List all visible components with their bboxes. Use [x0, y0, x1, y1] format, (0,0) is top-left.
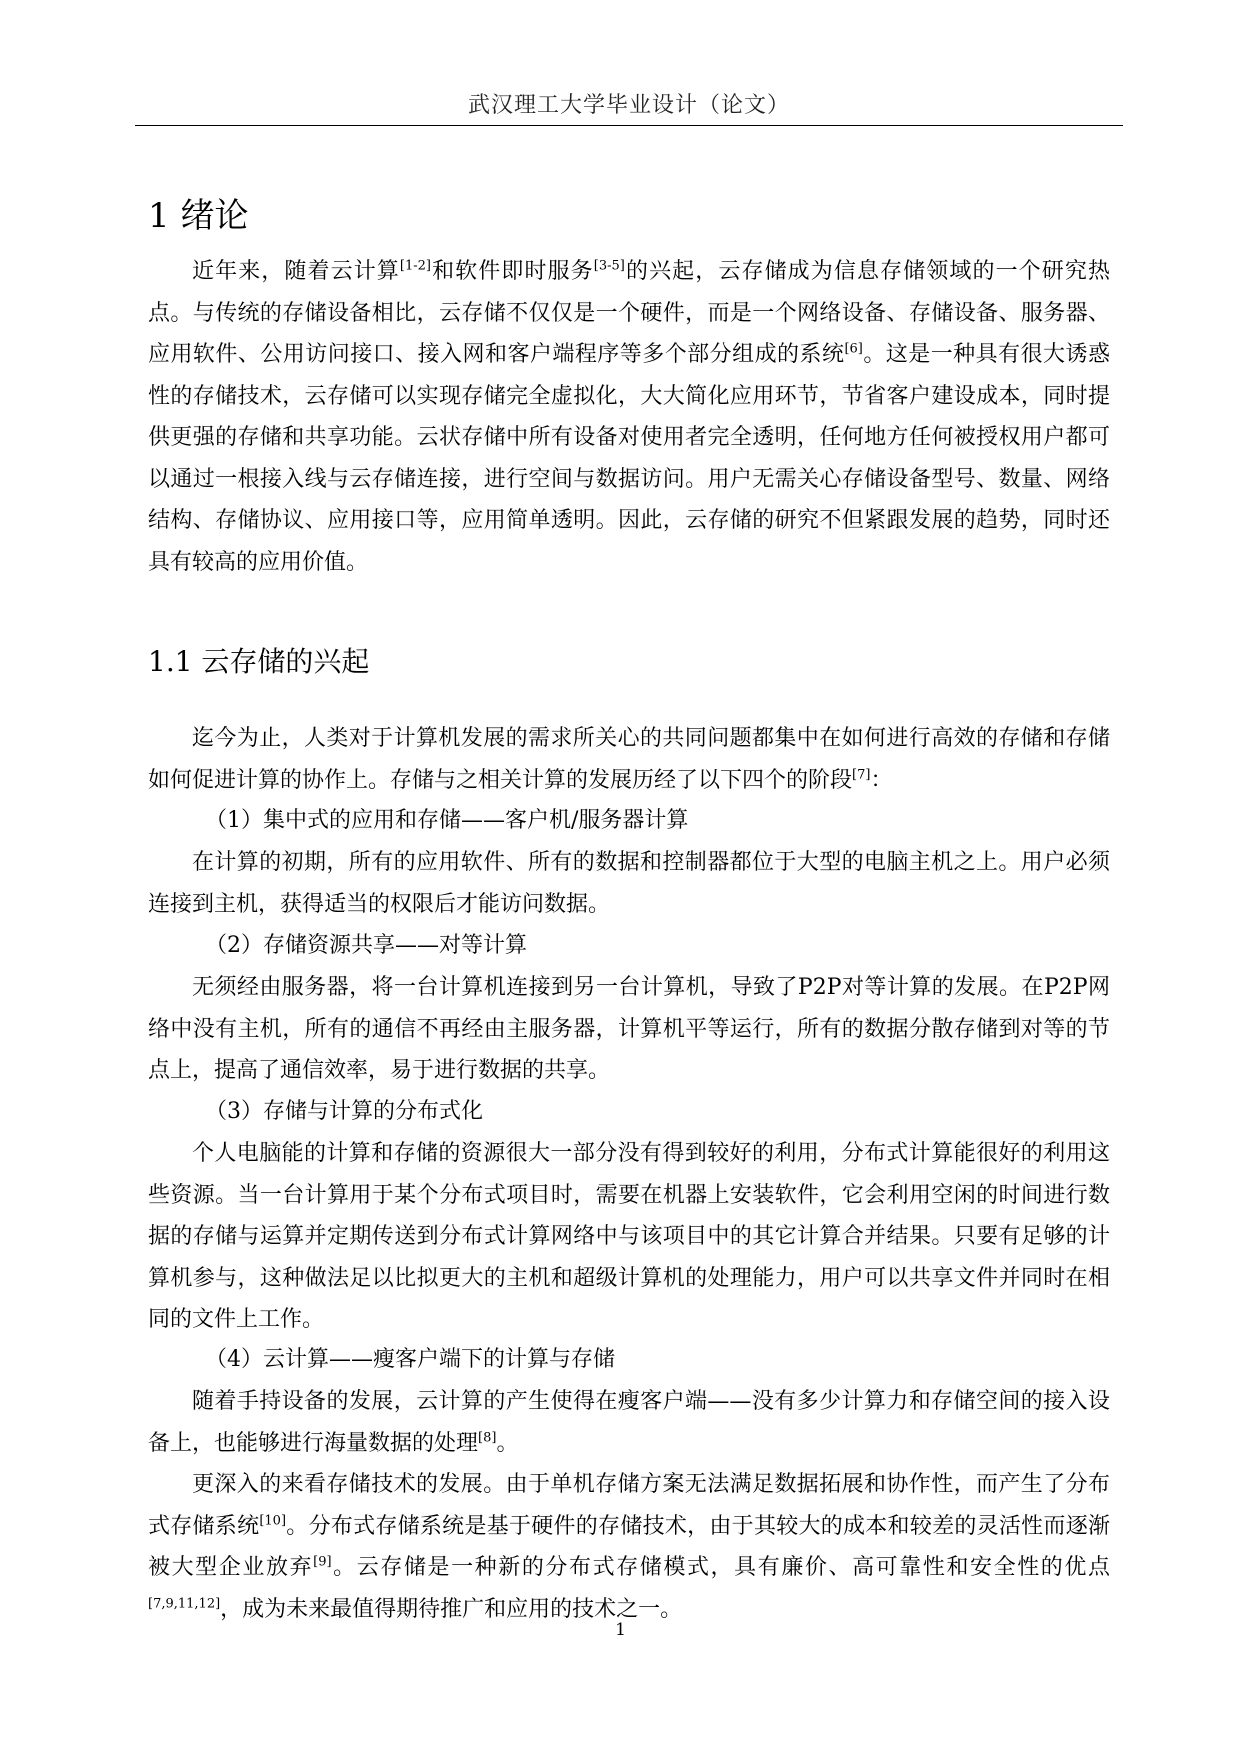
citation-7-9-11-12: [7,9,11,12] — [148, 1596, 221, 1612]
citation-10: [10] — [259, 1513, 287, 1529]
header-rule — [135, 125, 1123, 126]
intro-text-3: 的兴起，云存储成为信息存储领域的一个研究热点。与传统的存储设备相比，云存储不仅仅是一个硬件，而是一个网络设备、存储设备、服务器、应用软件、公用访问接口、接入网和客户端程序等多个部分组成的系统 — [148, 259, 1110, 367]
citation-8: [8] — [478, 1430, 497, 1446]
item-2-heading: （2）存储资源共享——对等计算 — [205, 933, 527, 958]
intro-paragraph — [148, 251, 1110, 583]
closing-paragraph — [148, 1464, 1110, 1630]
item-4-text-2: 。 — [496, 1430, 519, 1456]
section-title: 1.1 云存储的兴起 — [148, 645, 370, 678]
intro-text-2: 和软件即时服务 — [430, 259, 594, 284]
chapter-title: 1 绪论 — [148, 196, 249, 236]
item-2-paragraph: 无须经由服务器，将一台计算机连接到另一台计算机，导致了P2P对等计算的发展。在P2P网络中没有主机，所有的通信不再经由主服务器，计算机平等运行，所有的数据分散存储到对等的节点上，提高了通信效率，易于进行数据的共享。 — [148, 975, 1110, 1083]
item-3-paragraph: 个人电脑能的计算和存储的资源很大一部分没有得到较好的利用，分布式计算能很好的利用这些资源。当一台计算用于某个分布式项目时，需要在机器上安装软件，它会利用空闲的时间进行数据的存储与运算并定期传送到分布式计算网络中与该项目中的其它计算合并结果。只要有足够的计算机参与，这种做法足以比拟更大的主机和超级计算机的处理能力，用户可以共享文件并同时在相同的文件上工作。 — [148, 1141, 1110, 1332]
item-1-heading: （1）集中式的应用和存储——客户机/服务器计算 — [205, 808, 689, 833]
closing-text-4: ，成为未来最值得期待推广和应用的技术之一。 — [220, 1596, 683, 1622]
section-intro-text-1: 迄今为止，人类对于计算机发展的需求所关心的共同问题都集中在如何进行高效的存储和存储如何促进计算的协作上。存储与之相关计算的发展历经了以下四个的阶段 — [148, 726, 1110, 793]
citation-1-2: [1-2] — [399, 258, 431, 274]
citation-7: [7] — [852, 767, 871, 783]
item-3-heading: （3）存储与计算的分布式化 — [205, 1099, 483, 1124]
intro-text-1: 近年来，随着云计算 — [192, 259, 400, 284]
page-number: 1 — [615, 1620, 626, 1640]
section-intro-paragraph — [148, 718, 1110, 801]
item-1-paragraph: 在计算的初期，所有的应用软件、所有的数据和控制器都位于大型的电脑主机之上。用户必须连接到主机，获得适当的权限后才能访问数据。 — [148, 850, 1110, 917]
citation-3-5: [3-5] — [593, 258, 625, 274]
item-4-paragraph — [148, 1381, 1110, 1464]
closing-text-2: 。分布式存储系统是基于硬件的存储技术，由于其较大的成本和较差的灵活性而逐渐被大型企业放弃 — [148, 1513, 1110, 1580]
running-header: 武汉理工大学毕业设计（论文） — [467, 93, 790, 118]
item-4-text-1: 随着手持设备的发展，云计算的产生使得在瘦客户端——没有多少计算力和存储空间的接入设备上，也能够进行海量数据的处理 — [148, 1389, 1110, 1456]
intro-text-4: 。这是一种具有很大诱惑性的存储技术，云存储可以实现存储完全虚拟化，大大简化应用环节，节省客户建设成本，同时提供更强的存储和共享功能。云状存储中所有设备对使用者完全透明，任何地方任何被授权用户都可以通过一根接入线与云存储连接，进行空间与数据访问。用户无需关心存储设备型号、数量、网络结构、存储协议、应用接口等，应用简单透明。因此，云存储的研究不但紧跟发展的趋势，同时还具有较高的应用价值。 — [148, 342, 1110, 575]
citation-6: [6] — [844, 341, 863, 357]
closing-text-1: 更深入的来看存储技术的发展。由于单机存储方案无法满足数据拓展和协作性，而产生了分布式存储系统 — [148, 1472, 1110, 1539]
citation-9: [9] — [313, 1554, 332, 1570]
closing-text-3: 。云存储是一种新的分布式存储模式，具有廉价、高可靠性和安全性的优点 — [331, 1555, 1110, 1580]
item-4-heading: （4）云计算——瘦客户端下的计算与存储 — [205, 1347, 615, 1372]
section-intro-text-2: ： — [870, 767, 893, 793]
